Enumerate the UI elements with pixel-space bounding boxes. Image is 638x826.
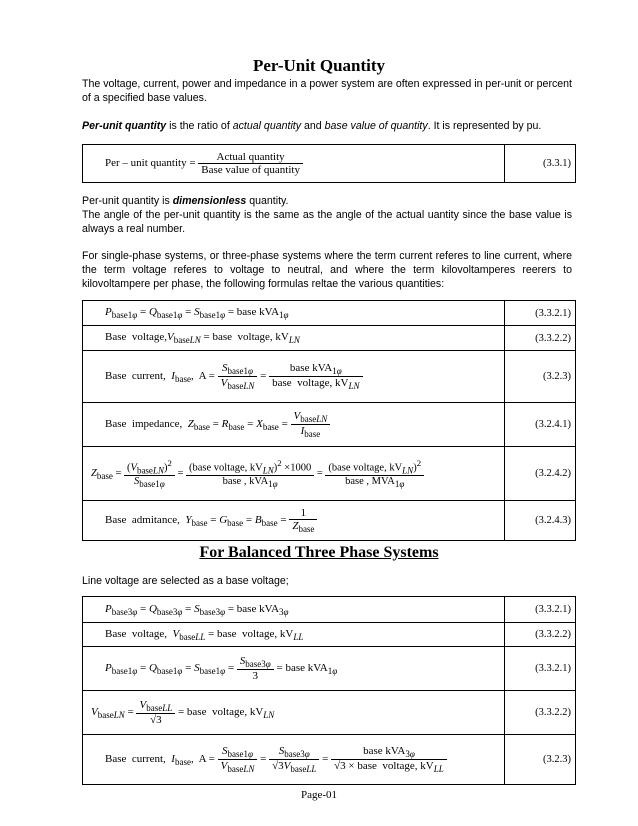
- definition-mid1: is the ratio of: [166, 120, 233, 132]
- equation-number: (3.3.2.1): [505, 597, 576, 623]
- equation-number: (3.3.2.1): [505, 301, 576, 326]
- formula-3ph-base-current: Base current, $I_{base}$, A = $\frac{S_{base1\varphi}}{V_{baseLN}}$ = $\frac{S_{base3\varphi}}{√3V_{baseLL}}$ = $\frac{base kVA_{3\varphi}}{√3 \times base voltage, kV_{LL}}$: [83, 735, 505, 785]
- page-title: Per-Unit Quantity: [252, 56, 386, 75]
- equation-number: (3.3.2.1): [505, 647, 576, 691]
- equation-number: (3.3.2.2): [505, 326, 576, 351]
- formula-base-current: Base current, $I_{base}$, A = $\frac{S_{base1\varphi}}{V_{baseLN}}$ = $\frac{base kVA_{1\varphi}}{base voltage, kV_{LN}}$: [83, 351, 505, 403]
- definition-mid2: and: [301, 120, 325, 132]
- equation-expression: Per – unit quantity = $\frac{\text{Actual quantity}}{\text{Base value of quantity}}$: [83, 145, 505, 183]
- definition-end: . It is represented by pu.: [427, 120, 542, 132]
- formula-base-admittance: Base admitance, $Y_{base} = G_{base} = B_{base}$ = $\frac{1}{Z_{base}}$: [83, 501, 505, 541]
- formula-base-voltage: Base $voltage,V_{baseLN}$ = base voltage, $kV_{LN}$: [83, 326, 505, 351]
- three-phase-formulas: [82, 596, 576, 785]
- formula-3ph-base-voltage: Base voltage, $V_{baseLL}$ = base voltage, $kV_{LL}$: [83, 623, 505, 647]
- formula-3ph-phase-voltage: $V_{baseLN}$ = $\frac{V_{baseLL}}{√3}$ = base voltage, $kV_{LN}$: [83, 691, 505, 735]
- fraction: $\frac{\text{Actual quantity}}{\text{Base value of quantity}}$: [198, 151, 303, 176]
- formula-3ph-per-phase-power: $P_{base1\varphi} = Q_{base1\varphi} = S_{base1\varphi}$ = $\frac{S_{base3\varphi}}{3}$ = base kVA$_{1\varphi}$: [83, 647, 505, 691]
- definition-term: Per-unit quantity: [82, 120, 167, 132]
- section-heading: For Balanced Three Phase Systems: [199, 544, 439, 561]
- formula-base-power: $P_{base1\varphi} = Q_{base1\varphi} = S_{base1\varphi}$ = base kVA$_{1\varphi}$: [83, 301, 505, 326]
- single-phase-paragraph: For single-phase systems, or three-phase systems where the term current referes to line current, where the term voltage referes to voltage to neutral, and where the term kilovoltamperes reerers to kilovoltampere per phase, the following formulas reltae the various quantities:: [82, 250, 572, 290]
- intro-paragraph: The voltage, current, power and impedance in a power system are often expressed in per-unit or percent of a specified base values.: [82, 78, 572, 104]
- equation-3-3-1: [82, 144, 576, 183]
- angle-paragraph: The angle of the per-unit quantity is the same as the angle of the actual uantity since the base value is always a real number.: [82, 209, 572, 235]
- equation-number: (3.2.4.2): [505, 447, 576, 501]
- equation-number: (3.2.3): [505, 735, 576, 785]
- page-footer: Page-01: [300, 789, 338, 801]
- single-phase-formulas: [82, 300, 576, 541]
- equation-number: (3.3.2.2): [505, 691, 576, 735]
- equation-number: (3.2.4.3): [505, 501, 576, 541]
- formula-base-impedance-expanded: Zbase = $\frac{(VbaseLN)^2}{\text{Sbase1φ}}$ = $\frac{(base voltage, kVLN)^2 \times 1000}{\text{base , kVA1φ}}$ = $\frac{(base voltage, kVLN)^2}{\text{base , MVA1φ}}$: [83, 447, 505, 501]
- formula-base-impedance: Base impedance, $Z_{base} = R_{base} = X_{base}$ = $\frac{V_{baseLN}}{I_{base}}$: [83, 403, 505, 447]
- formula-3ph-base-power: $P_{base3\varphi} = Q_{base3\varphi} = S_{base3\varphi}$ = base kVA$_{3\varphi}$: [83, 597, 505, 623]
- equation-number: (3.2.4.1): [505, 403, 576, 447]
- equation-number: (3.3.1): [505, 145, 576, 183]
- line-voltage-paragraph: Line voltage are selected as a base voltage;: [82, 575, 289, 587]
- equation-number: (3.3.2.2): [505, 623, 576, 647]
- definition-actual: actual quantity: [232, 120, 302, 132]
- equation-number: (3.2.3): [505, 351, 576, 403]
- definition-base: base value of quantity: [324, 120, 428, 132]
- definition-paragraph: [82, 119, 572, 133]
- dimensionless-paragraph: Per-unit quantity is dimensionless quantity.: [82, 195, 289, 207]
